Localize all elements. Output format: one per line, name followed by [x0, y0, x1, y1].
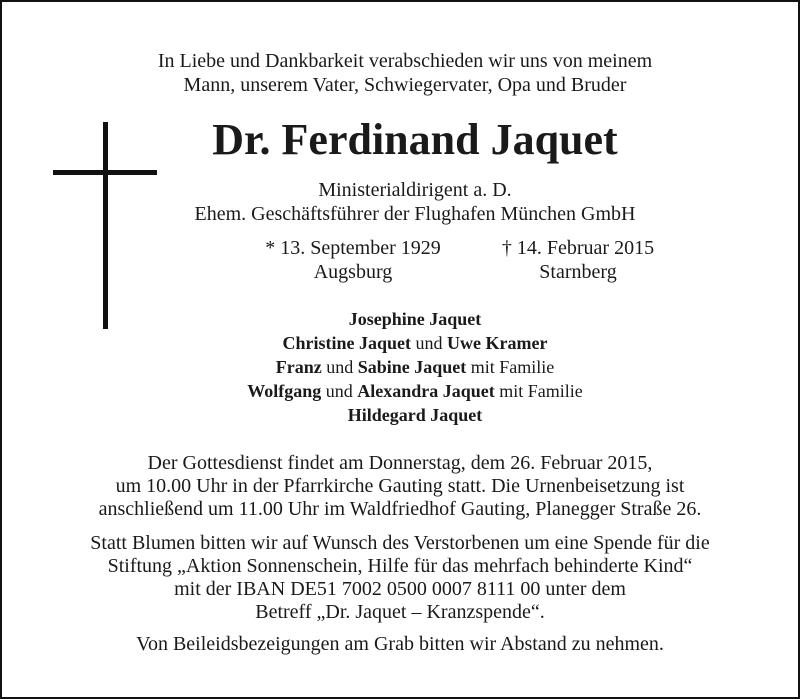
cross-icon-bar — [53, 170, 157, 175]
family-connector: und — [321, 357, 358, 377]
cross-icon — [103, 122, 108, 329]
family-suffix: mit Familie — [494, 381, 583, 401]
family-member-name: Josephine Jaquet — [348, 309, 482, 329]
family-member-name: Franz — [275, 357, 322, 377]
birth-date: * 13. September 1929 — [265, 237, 441, 259]
family-row-2 — [122, 331, 708, 355]
donation-line-1: Statt Blumen bitten wir auf Wunsch des Verstorbenen um eine Spende für die — [90, 532, 710, 554]
family-member-name: Christine Jaquet — [282, 333, 412, 353]
deceased-name: Dr. Ferdinand Jaquet — [212, 115, 618, 164]
intro-line-1: In Liebe und Dankbarkeit verabschieden wir uns von meinem — [157, 50, 653, 72]
donation-line-2: Stiftung „Aktion Sonnenschein, Hilfe für das mehrfach behinderte Kind“ — [107, 555, 693, 577]
birth-place: Augsburg — [313, 261, 393, 283]
family-member-name: Uwe Kramer — [447, 333, 548, 353]
family-row-4 — [122, 379, 708, 403]
donation-line-4: Betreff „Dr. Jaquet – Kranzspende“. — [255, 601, 545, 623]
service-line-1: Der Gottesdienst findet am Donnerstag, dem 26. Februar 2015, — [147, 452, 653, 474]
family-member-name: Wolfgang — [247, 381, 322, 401]
closing-line: Von Beileidsbezeigungen am Grab bitten wir Abstand zu nehmen. — [136, 633, 664, 655]
donation-line-3: mit der IBAN DE51 7002 0500 0007 8111 00 unter dem — [174, 578, 626, 600]
family-row-1 — [122, 307, 708, 331]
death-place: Starnberg — [539, 261, 617, 283]
service-line-3: anschließend um 11.00 Uhr im Waldfriedhof Gauting, Planegger Straße 26. — [98, 498, 702, 520]
family-member-name: Alexandra Jaquet — [357, 381, 495, 401]
family-connector: und — [321, 381, 358, 401]
family-row-5 — [122, 403, 708, 427]
intro-line-2: Mann, unserem Vater, Schwiegervater, Opa und Bruder — [183, 74, 627, 96]
family-member-name: Sabine Jaquet — [357, 357, 467, 377]
deceased-title-2: Ehem. Geschäftsführer der Flughafen München GmbH — [194, 203, 636, 225]
family-connector: und — [411, 333, 448, 353]
family-row-3 — [122, 355, 708, 379]
service-line-2: um 10.00 Uhr in der Pfarrkirche Gauting statt. Die Urnenbeisetzung ist — [115, 475, 685, 497]
deceased-title-1: Ministerialdirigent a. D. — [318, 179, 512, 201]
death-date: † 14. Februar 2015 — [501, 237, 655, 259]
family-member-name: Hildegard Jaquet — [347, 405, 483, 425]
family-suffix: mit Familie — [466, 357, 555, 377]
